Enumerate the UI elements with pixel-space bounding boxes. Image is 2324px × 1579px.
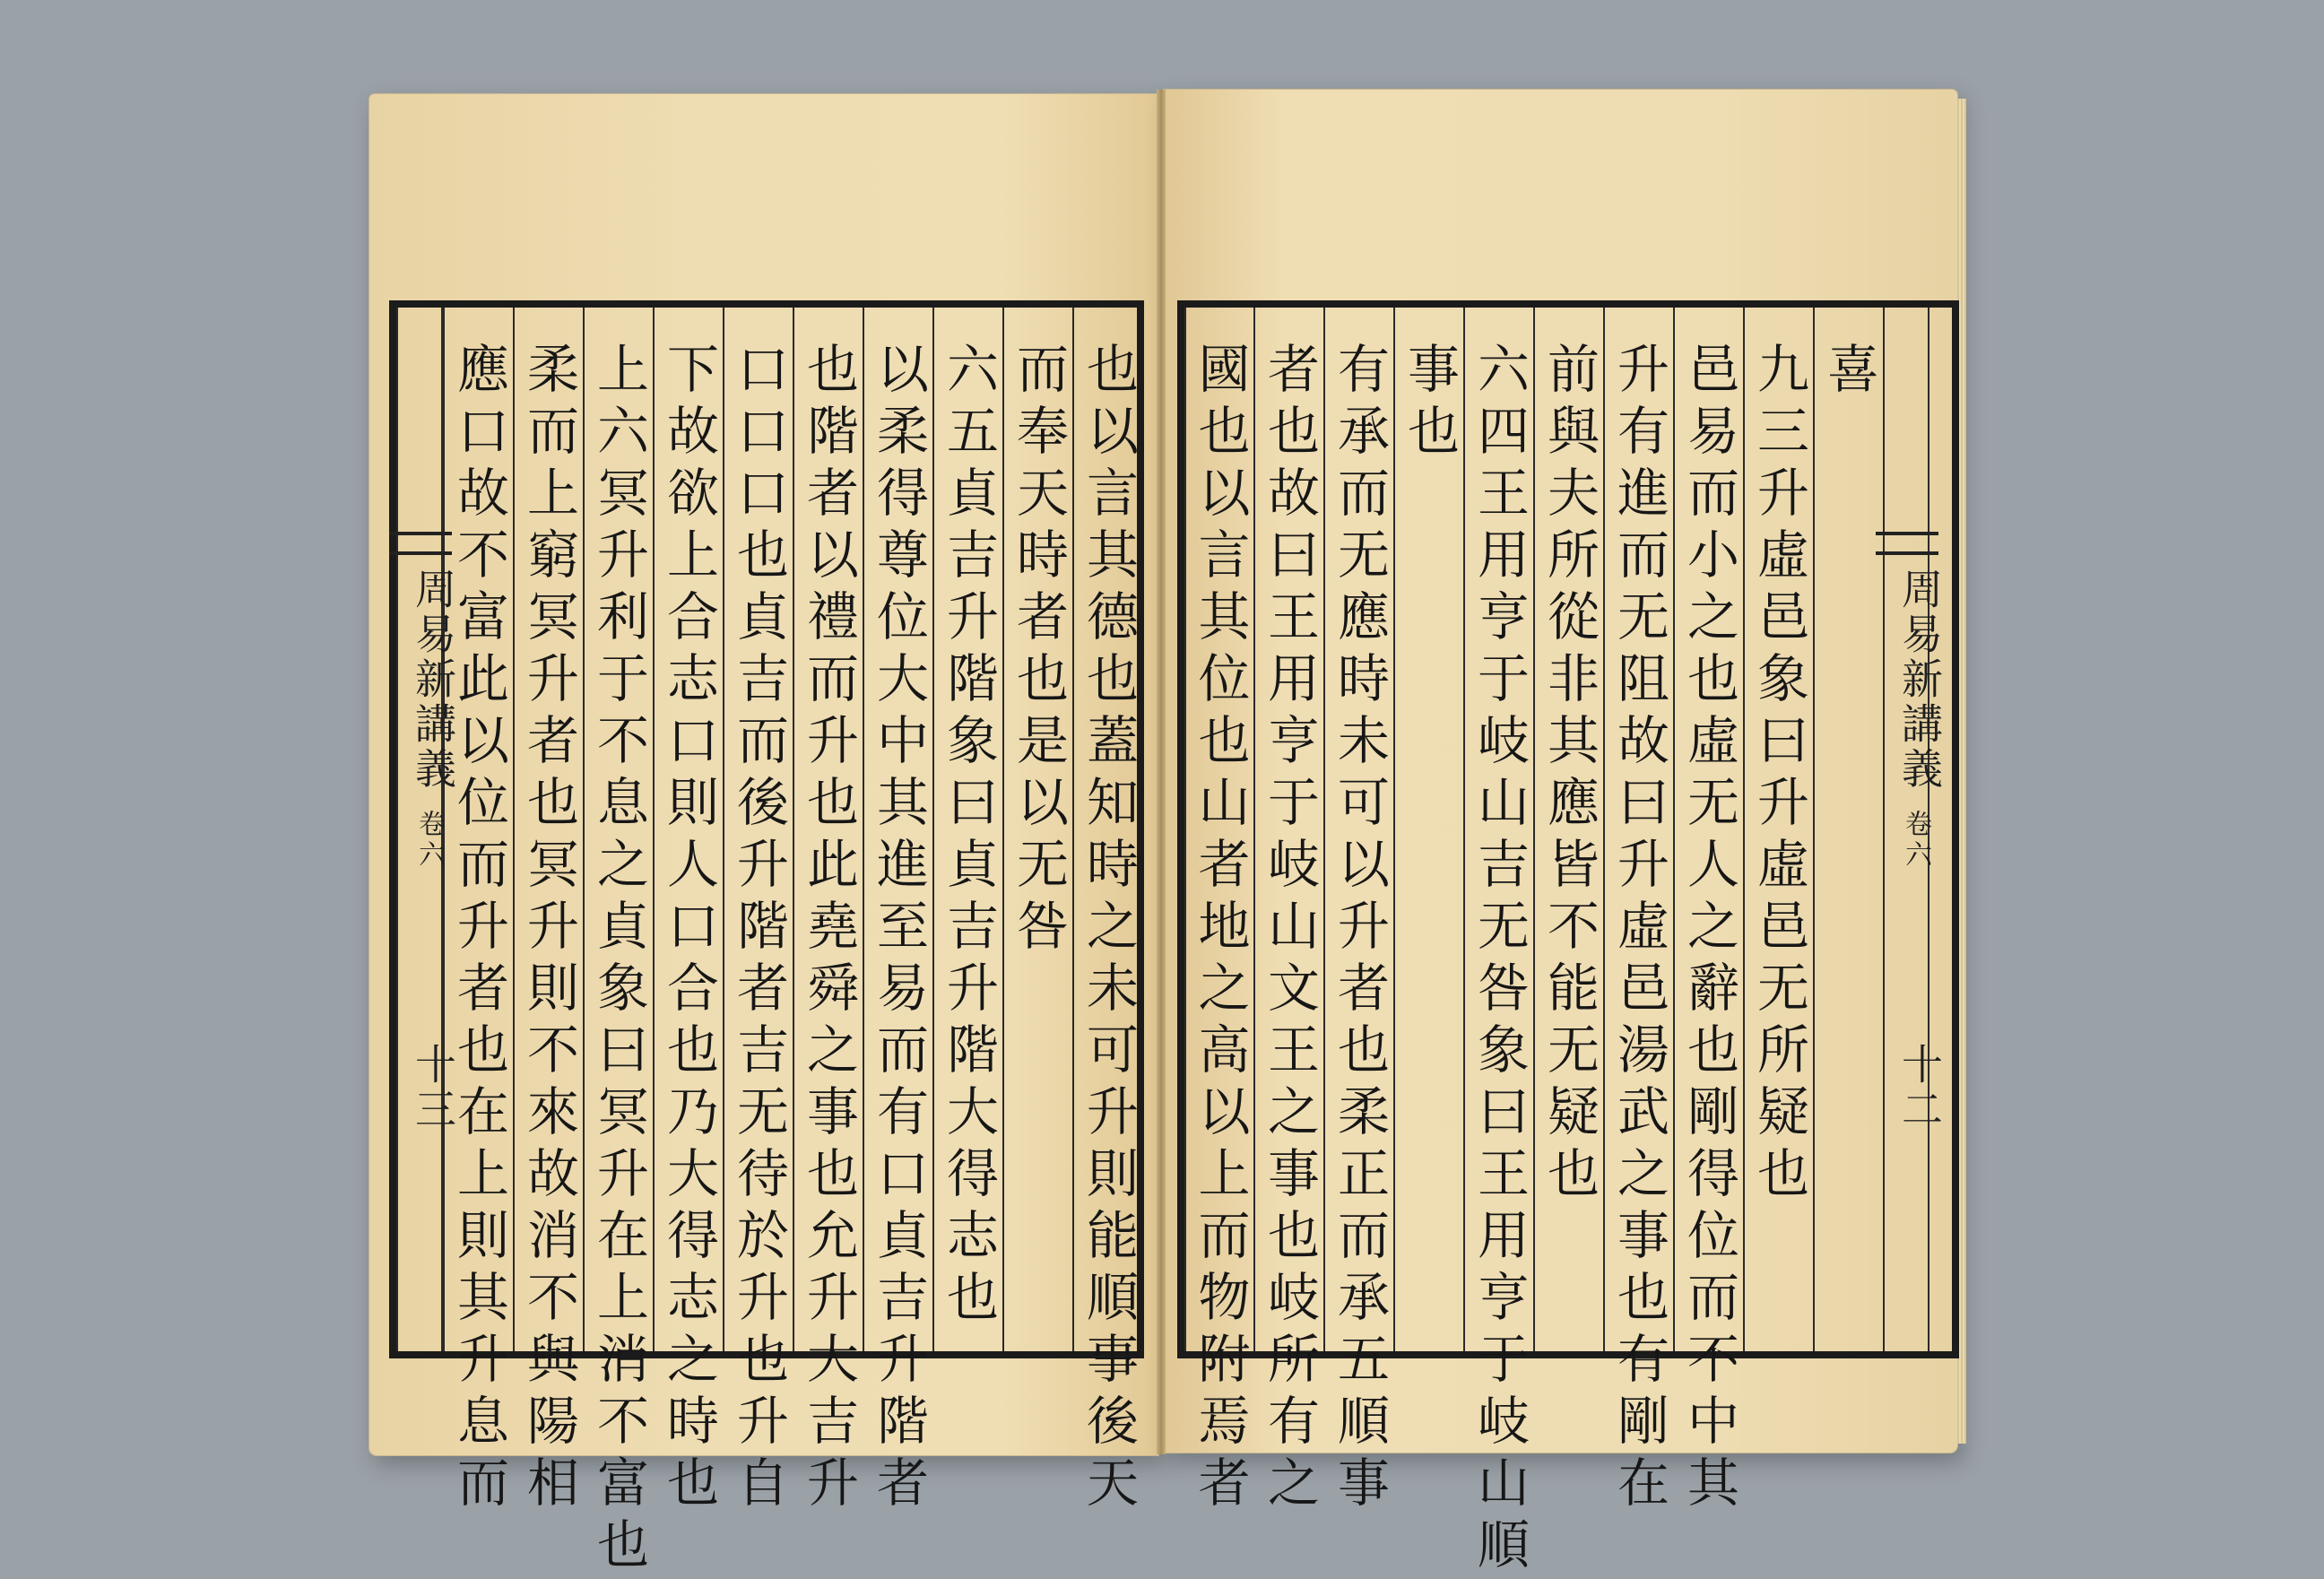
right-column-text: 喜 — [1818, 342, 1879, 403]
left-column-text: 上六冥升利于不息之貞象曰冥升在上消不富也 — [588, 342, 649, 1579]
right-column-3 — [1673, 308, 1743, 1517]
right-column-text: 事也 — [1399, 342, 1460, 465]
left-column-text: 柔而上窮冥升者也冥升則不來故消不與陽相 — [518, 342, 579, 1517]
right-column-text: 九三升虛邑象曰升虛邑无所疑也 — [1748, 342, 1809, 1208]
right-column-text: 有承而无應時未可以升者也柔正而承五順事 — [1329, 342, 1390, 1517]
left-column-text: 也以言其德也蓋知時之未可升則能順事後天 — [1078, 342, 1139, 1517]
right-column-4 — [1603, 308, 1673, 1517]
right-margin-volume: 卷六 — [1900, 810, 1931, 871]
right-column-7 — [1393, 308, 1463, 1351]
fishtail-mark-top — [1876, 532, 1938, 555]
right-margin-column — [1883, 308, 1944, 1351]
left-margin-volume: 卷六 — [413, 810, 445, 871]
left-column-text: 下故欲上合志口則人口合也乃大得志之時也 — [658, 342, 719, 1517]
left-column-7 — [653, 308, 723, 1517]
left-column-text: 口口口也貞吉而後升階者吉无待於升也升自 — [728, 342, 789, 1517]
left-column-text: 以柔得尊位大中其進至易而有口貞吉升階者 — [868, 342, 929, 1517]
fishtail-mark-top — [389, 532, 452, 555]
left-column-4 — [863, 308, 932, 1517]
right-column-text: 升有進而无阻故曰升虛邑湯武之事也有剛在 — [1609, 342, 1669, 1517]
right-column-8 — [1323, 308, 1393, 1517]
right-margin-title: 周易新講義 — [1895, 568, 1944, 792]
left-column-text: 應口故不富此以位而升者也在上則其升息而 — [448, 342, 509, 1517]
right-column-text: 國也以言其位也山者地之高以上而物附焉者 — [1189, 342, 1251, 1517]
right-column-text: 六四王用亨于岐山吉无咎象曰王用亨于岐山順 — [1469, 342, 1530, 1579]
left-column-text: 也階者以禮而升也此堯舜之事也允升大吉升 — [798, 342, 859, 1517]
right-column-text: 邑易而小之也虛无人之辭也剛得位而不中其 — [1678, 342, 1739, 1517]
left-column-8 — [583, 308, 653, 1579]
right-column-6 — [1463, 308, 1533, 1579]
right-column-2 — [1743, 308, 1813, 1351]
right-column-5 — [1533, 308, 1603, 1351]
left-margin-title: 周易新講義 — [409, 568, 457, 792]
left-column-3 — [932, 308, 1002, 1351]
left-column-1 — [1072, 308, 1142, 1517]
left-folio-number: 十三 — [409, 1043, 457, 1132]
right-column-9 — [1253, 308, 1323, 1517]
right-folio-number: 十二 — [1895, 1043, 1944, 1132]
right-column-10 — [1184, 308, 1253, 1517]
book-gutter — [1157, 90, 1166, 1454]
left-column-5 — [793, 308, 863, 1517]
left-margin-column — [396, 308, 457, 1351]
right-column-1 — [1813, 308, 1883, 1351]
left-column-9 — [513, 308, 583, 1517]
left-column-text: 而奉天時者也是以无咎 — [1008, 342, 1069, 960]
left-column-10 — [443, 308, 513, 1517]
left-column-text: 六五貞吉升階象曰貞吉升階大得志也 — [938, 342, 999, 1332]
left-column-6 — [723, 308, 793, 1517]
right-column-text: 者也故曰王用亨于岐山文王之事也岐所有之 — [1259, 342, 1320, 1517]
left-column-2 — [1002, 308, 1072, 1351]
right-column-text: 前與夫所從非其應皆不能无疑也 — [1539, 342, 1600, 1208]
